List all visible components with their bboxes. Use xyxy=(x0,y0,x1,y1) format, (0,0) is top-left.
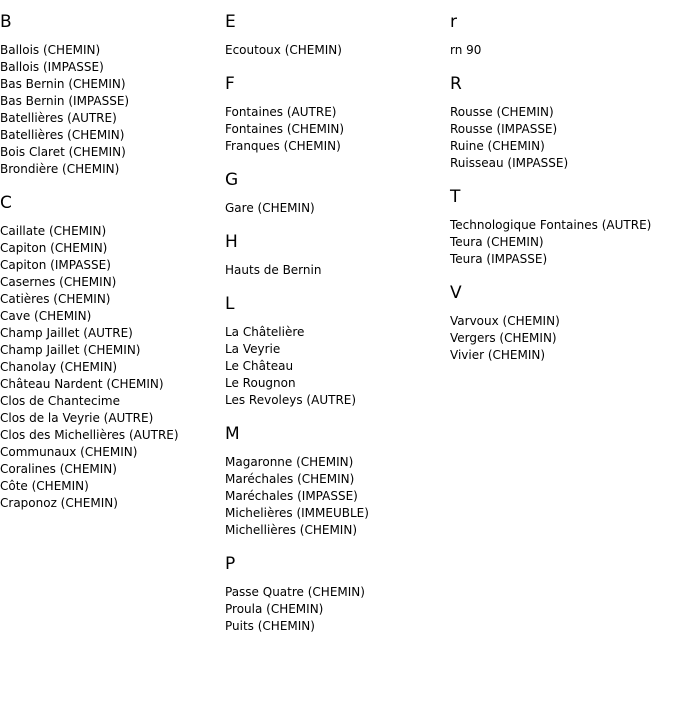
group-letter-heading: B xyxy=(0,12,12,32)
street-list-item[interactable]: Fontaines (AUTRE) xyxy=(225,105,337,119)
street-list-item[interactable]: Magaronne (CHEMIN) xyxy=(225,455,354,469)
index-column-2 xyxy=(225,12,445,650)
street-list xyxy=(450,42,675,59)
street-list xyxy=(225,324,445,409)
street-list xyxy=(225,42,445,59)
group-letter-heading: r xyxy=(450,12,457,32)
group-letter-heading: H xyxy=(225,232,238,252)
street-list-item[interactable]: Teura (IMPASSE) xyxy=(450,252,548,266)
street-list xyxy=(225,104,445,155)
street-list-item[interactable]: Coralines (CHEMIN) xyxy=(0,462,117,476)
group-letter-heading: F xyxy=(225,74,235,94)
street-list-item[interactable]: Le Rougnon xyxy=(225,376,296,390)
group-letter-heading: P xyxy=(225,554,236,574)
street-list xyxy=(450,217,675,268)
street-list-item[interactable]: Le Château xyxy=(225,359,294,373)
street-list-item[interactable]: Hauts de Bernin xyxy=(225,263,322,277)
street-list-item[interactable]: Maréchales (CHEMIN) xyxy=(225,472,355,486)
index-column-1 xyxy=(0,12,220,527)
street-list-item[interactable]: Teura (CHEMIN) xyxy=(450,235,544,249)
street-list-item[interactable]: rn 90 xyxy=(450,43,482,57)
street-list-item[interactable]: Champ Jaillet (CHEMIN) xyxy=(0,343,141,357)
street-list-item[interactable]: Ruine (CHEMIN) xyxy=(450,139,545,153)
street-list-item[interactable]: Cave (CHEMIN) xyxy=(0,309,92,323)
group-letter-heading: M xyxy=(225,424,240,444)
street-list-item[interactable]: Ruisseau (IMPASSE) xyxy=(450,156,569,170)
letter-group xyxy=(225,74,445,155)
letter-group xyxy=(225,232,445,279)
street-list-item[interactable]: Michelières (IMMEUBLE) xyxy=(225,506,369,520)
letter-group xyxy=(225,554,445,635)
street-list xyxy=(450,104,675,172)
street-list-item[interactable]: Ecoutoux (CHEMIN) xyxy=(225,43,342,57)
letter-group xyxy=(225,12,445,59)
street-list-item[interactable]: Caillate (CHEMIN) xyxy=(0,224,107,238)
letter-group xyxy=(0,193,220,512)
street-list-item[interactable]: Château Nardent (CHEMIN) xyxy=(0,377,164,391)
street-list-item[interactable]: Franques (CHEMIN) xyxy=(225,139,341,153)
street-list-item[interactable]: Gare (CHEMIN) xyxy=(225,201,315,215)
street-list-item[interactable]: Ballois (CHEMIN) xyxy=(0,43,101,57)
letter-group xyxy=(225,170,445,217)
street-list-item[interactable]: Maréchales (IMPASSE) xyxy=(225,489,358,503)
street-list-item[interactable]: Les Revoleys (AUTRE) xyxy=(225,393,357,407)
letter-group xyxy=(225,424,445,539)
street-list-item[interactable]: Champ Jaillet (AUTRE) xyxy=(0,326,133,340)
street-list-item[interactable]: Puits (CHEMIN) xyxy=(225,619,315,633)
street-list-item[interactable]: Michellières (CHEMIN) xyxy=(225,523,357,537)
group-letter-heading: T xyxy=(450,187,461,207)
street-list-item[interactable]: Catières (CHEMIN) xyxy=(0,292,111,306)
letter-group xyxy=(450,283,675,364)
street-list-item[interactable]: Capiton (CHEMIN) xyxy=(0,241,108,255)
letter-group xyxy=(450,12,675,59)
street-list-item[interactable]: Varvoux (CHEMIN) xyxy=(450,314,560,328)
street-list-item[interactable]: Clos de Chantecime xyxy=(0,394,120,408)
street-list-item[interactable]: Brondière (CHEMIN) xyxy=(0,162,120,176)
street-list xyxy=(0,42,220,178)
street-list xyxy=(225,454,445,539)
street-list-item[interactable]: Clos de la Veyrie (AUTRE) xyxy=(0,411,154,425)
street-list-item[interactable]: La Veyrie xyxy=(225,342,281,356)
letter-group xyxy=(225,294,445,409)
street-list-item[interactable]: La Châtelière xyxy=(225,325,305,339)
street-list-item[interactable]: Casernes (CHEMIN) xyxy=(0,275,117,289)
street-list-item[interactable]: Craponoz (CHEMIN) xyxy=(0,496,118,510)
street-list-item[interactable]: Chanolay (CHEMIN) xyxy=(0,360,118,374)
street-list-item[interactable]: Rousse (IMPASSE) xyxy=(450,122,558,136)
street-list-item[interactable]: Bas Bernin (CHEMIN) xyxy=(0,77,126,91)
street-list-item[interactable]: Bas Bernin (IMPASSE) xyxy=(0,94,130,108)
group-letter-heading: C xyxy=(0,193,12,213)
street-list-item[interactable]: Technologique Fontaines (AUTRE) xyxy=(450,218,652,232)
group-letter-heading: V xyxy=(450,283,462,303)
street-list-item[interactable]: Batellières (CHEMIN) xyxy=(0,128,125,142)
street-list-item[interactable]: Vergers (CHEMIN) xyxy=(450,331,557,345)
street-list-item[interactable]: Vivier (CHEMIN) xyxy=(450,348,546,362)
street-list-item[interactable]: Batellières (AUTRE) xyxy=(0,111,117,125)
group-letter-heading: E xyxy=(225,12,236,32)
letter-group xyxy=(450,74,675,172)
street-list xyxy=(225,262,445,279)
street-list-item[interactable]: Communaux (CHEMIN) xyxy=(0,445,138,459)
street-list-item[interactable]: Ballois (IMPASSE) xyxy=(0,60,104,74)
letter-group xyxy=(0,12,220,178)
group-letter-heading: L xyxy=(225,294,235,314)
street-list-item[interactable]: Proula (CHEMIN) xyxy=(225,602,324,616)
street-list-item[interactable]: Capiton (IMPASSE) xyxy=(0,258,111,272)
letter-group xyxy=(450,187,675,268)
street-list xyxy=(225,200,445,217)
street-list xyxy=(0,223,220,512)
street-list-item[interactable]: Rousse (CHEMIN) xyxy=(450,105,554,119)
street-list-item[interactable]: Bois Claret (CHEMIN) xyxy=(0,145,126,159)
street-list-item[interactable]: Fontaines (CHEMIN) xyxy=(225,122,345,136)
street-list xyxy=(225,584,445,635)
street-list-item[interactable]: Côte (CHEMIN) xyxy=(0,479,89,493)
index-column-3 xyxy=(450,12,675,379)
street-list-item[interactable]: Clos des Michellières (AUTRE) xyxy=(0,428,179,442)
street-list-item[interactable]: Passe Quatre (CHEMIN) xyxy=(225,585,365,599)
group-letter-heading: G xyxy=(225,170,239,190)
group-letter-heading: R xyxy=(450,74,462,94)
street-list xyxy=(450,313,675,364)
